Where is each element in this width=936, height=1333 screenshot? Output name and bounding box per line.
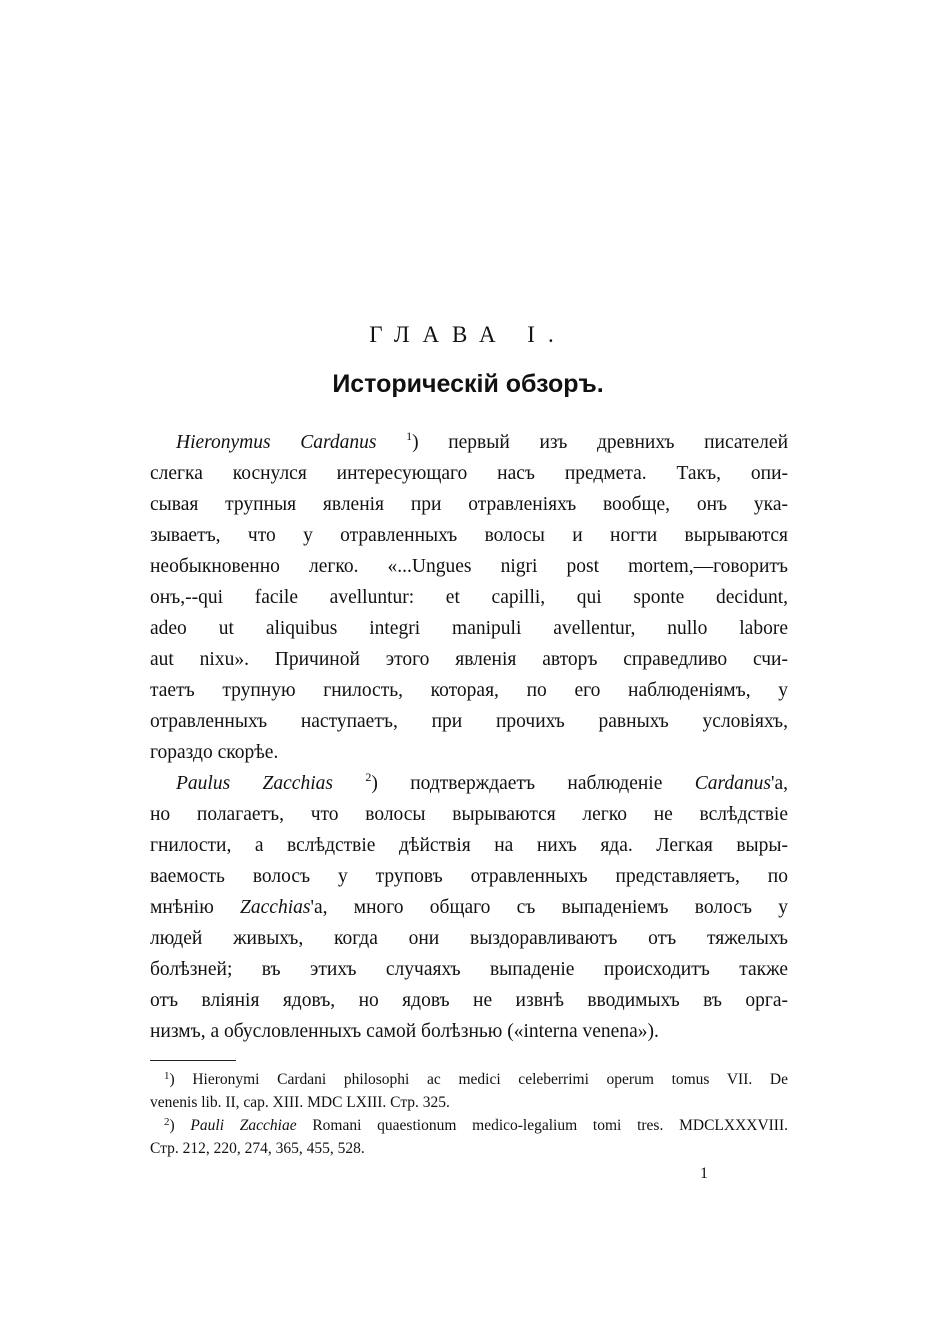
footnote-mark: 2 — [164, 1116, 170, 1128]
text-line: таетъ трупную гнилость, которая, по его наблюденіямъ, у — [150, 680, 788, 701]
footnote-divider — [150, 1060, 236, 1061]
paragraph-2 — [150, 768, 788, 1047]
text-line: aut nixu». Причиной этого явленія авторъ справедливо счи- — [150, 649, 788, 670]
text-line: adeo ut aliquibus integri manipuli avellentur, nullo labore — [150, 618, 788, 639]
text-line: болѣзней; въ этихъ случаяхъ выпаденіе происходитъ также — [150, 959, 788, 980]
text-line: онъ,--qui facile avelluntur: et capilli, qui sponte decidunt, — [150, 587, 788, 608]
footnote-line: $^1$) Hieronymi Cardani philosophi ac medici celeberrimi operum tomus VII. De — [164, 1070, 788, 1088]
author-name: Hieronymus Cardanus — [176, 432, 377, 453]
main-text — [150, 427, 788, 1047]
text-line: слегка коснулся интересующаго насъ предмета. Такъ, опи- — [150, 463, 788, 484]
footnote-mark: 1 — [164, 1070, 170, 1082]
footnote-ref: 1 — [406, 429, 413, 443]
text-line: мнѣнію Zacchias'a, много общаго съ выпаденіемъ волосъ у — [150, 897, 789, 918]
text-line: Paulus Zacchias $^2$) подтверждаетъ наблюденіе Cardanus'a, — [176, 770, 788, 794]
page-number: 1 — [700, 1165, 708, 1182]
text-line: Hieronymus Cardanus $^1$) первый изъ древнихъ писателей — [176, 429, 789, 453]
footnote-line: $^2$) Pauli Zacchiae Romani quaestionum medico-legalium tomi tres. MDCLXXXVIII. — [164, 1116, 789, 1134]
chapter-title: Историческій обзоръ. — [332, 370, 604, 398]
author-name: Cardanus — [694, 773, 771, 794]
author-name: Paulus Zacchias — [176, 773, 333, 794]
text-line: необыкновенно легко. «...Ungues nigri post mortem,—говоритъ — [150, 556, 788, 577]
footnotes — [150, 1068, 788, 1160]
text-line: сывая трупныя явленія при отравленіяхъ вообще, онъ ука- — [150, 494, 788, 515]
text-line: людей живыхъ, когда они выздоравливаютъ отъ тяжелыхъ — [150, 928, 788, 949]
text-line: низмъ, а обусловленныхъ самой болѣзнью («interna venena»). — [150, 1021, 659, 1042]
author-name: Pauli Zacchiae — [190, 1117, 297, 1134]
text-line: ваемость волосъ у труповъ отравленныхъ представляетъ, по — [150, 866, 788, 887]
text-line: отравленныхъ наступаетъ, при прочихъ равныхъ условіяхъ, — [150, 711, 788, 732]
text-line: зываетъ, что у отравленныхъ волосы и ногти вырываются — [150, 525, 788, 546]
text-line: гнилости, а вслѣдствіе дѣйствія на нихъ яда. Легкая выры- — [150, 835, 788, 856]
paragraph-1 — [150, 427, 788, 768]
author-name: Zacchias — [240, 897, 311, 918]
text-line: гораздо скорѣе. — [150, 742, 279, 763]
footnote-ref: 2 — [365, 770, 372, 784]
footnote-line: Стр. 212, 220, 274, 365, 455, 528. — [150, 1140, 365, 1157]
text-line: отъ вліянія ядовъ, но ядовъ не извнѣ вводимыхъ въ орга- — [150, 990, 788, 1011]
text-line: но полагаетъ, что волосы вырываются легко не вслѣдствіе — [150, 804, 788, 825]
footnote-line: venenis lib. II, cap. XIII. MDC LXIII. Стр. 325. — [150, 1094, 450, 1111]
chapter-heading: ГЛАВА I. — [369, 322, 567, 347]
